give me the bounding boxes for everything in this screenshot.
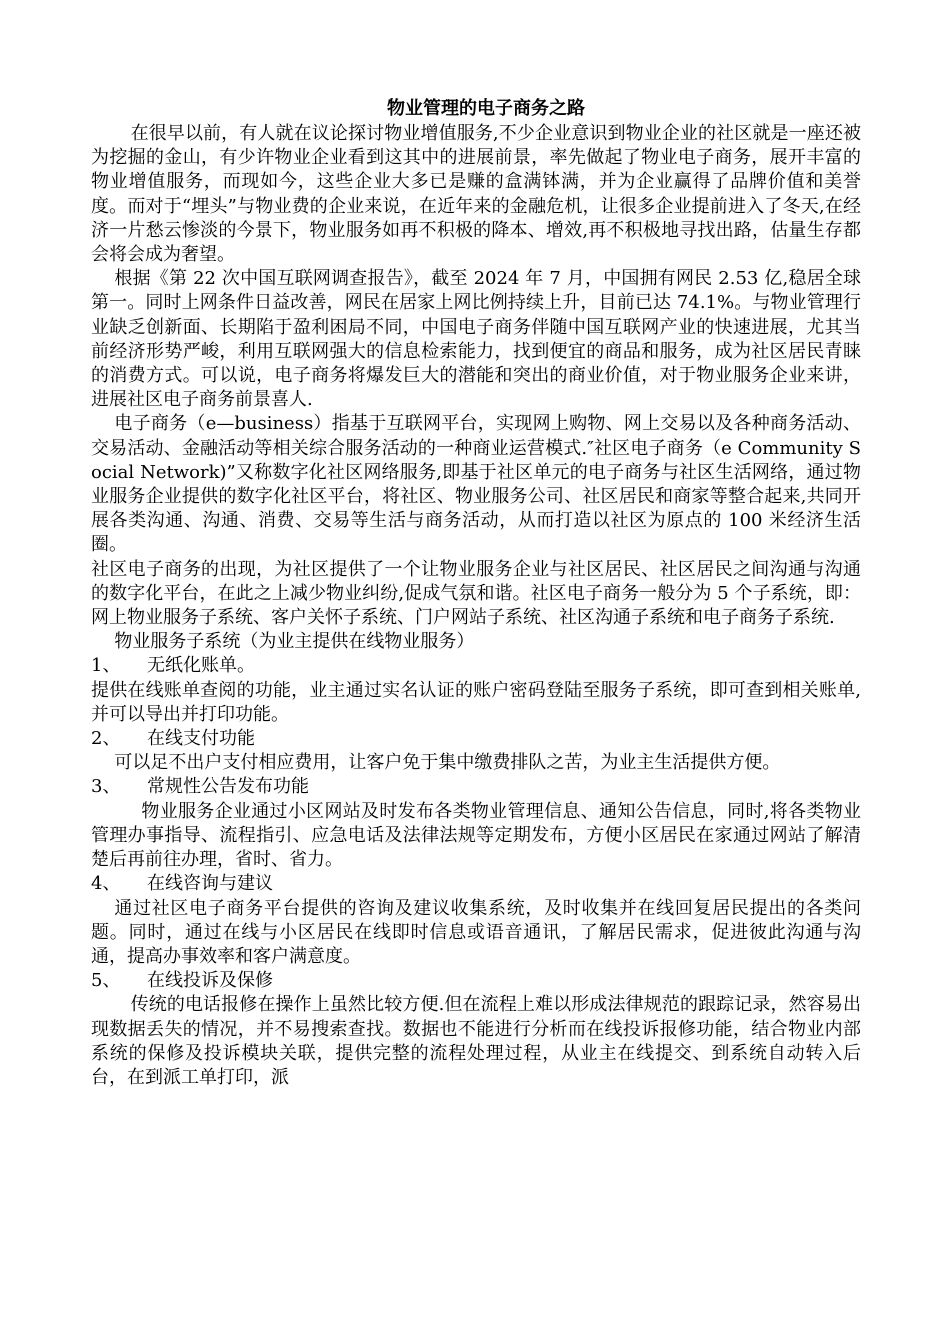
paragraph-consultation: 通过社区电子商务平台提供的咨询及建议收集系统，及时收集并在线回复居民提出的各类问题。同时，通过在线与小区居民在线即时信息或语音通讯，了解居民需求，促进彼此沟通与沟通，提高办事效率和客户满意度。: [91, 897, 861, 967]
section-title: 在线支付功能: [147, 728, 255, 750]
paragraph-ebusiness-definition: 电子商务（e—business）指基于互联网平台，实现网上购物、网上交易以及各种商务活动、交易活动、金融活动等相关综合服务活动的一种商业运营模式.″社区电子商务（e Community Social Network)”又称数字化社区网络服务,即基于社区单元的电子商务与社区生活网络，通过物业服务企业提供的数字化社区平台，将社区、物业服务公司、社区居民和商家等整合起来,共同开展各类沟通、沟通、消费、交易等生活与商务活动，从而打造以社区为原点的 100 米经济生活圈。: [91, 413, 861, 556]
section-heading-1: [91, 654, 861, 678]
paragraph-complaints-repair: 传统的电话报修在操作上虽然比较方便.但在流程上难以形成法律规范的跟踪记录，然容易出现数据丢失的情况，并不易搜索查找。数据也不能进行分析而在线投诉报修功能，结合物业内部系统的保修及投诉模块关联，提供完整的流程处理过程，从业主在线提交、到系统自动转入后台，在到派工单打印，派: [91, 994, 861, 1088]
section-heading-4: [91, 872, 861, 896]
paragraph-community-ecommerce: 社区电子商务的出现，为社区提供了一个让物业服务企业与社区居民、社区居民之间沟通与沟通的数字化平台，在此之上减少物业纠纷,促成气氛和谐。社区电子商务一般分为 5 个子系统，即：网上物业服务子系统、客户关怀子系统、门户网站子系统、社区沟通子系统和电子商务子系统.: [91, 558, 861, 629]
paragraph-paperless-bill: 提供在线账单查阅的功能，业主通过实名认证的账户密码登陆至服务子系统，即可查到相关账单,并可以导出并打印功能。: [91, 679, 861, 725]
section-title: 常规性公告发布功能: [147, 776, 309, 798]
section-number: 4、: [91, 873, 121, 895]
paragraph-intro: 在很早以前，有人就在议论探讨物业增值服务,不少企业意识到物业企业的社区就是一座还被为挖掘的金山，有少许物业企业看到这其中的进展前景，率先做起了物业电子商务，展开丰富的物业增值服务，而现如今，这些企业大多已是赚的盒满钵满，并为企业赢得了品牌价值和美誉度。而对于“埋头”与物业费的企业来说，在近年来的金融危机，让很多企业提前进入了冬天,在经济一片愁云惨淡的今景下，物业服务如再不积极的降本、增效,再不积极地寻找出路，估量生存都会将会成为奢望。: [91, 123, 861, 266]
section-title: 在线咨询与建议: [147, 873, 273, 895]
section-number: 3、: [91, 776, 121, 798]
document-title: 物业管理的电子商务之路: [387, 98, 585, 119]
section-number: 1、: [91, 655, 121, 677]
section-title: 无纸化账单。: [147, 655, 255, 677]
paragraph-internet-report: 根据《第 22 次中国互联网调查报告》，截至 2024 年 7 月，中国拥有网民 2.53 亿,稳居全球第一。同时上网条件日益改善，网民在居家上网比例持续上升，目前已达 74.1%。与物业管理行业缺乏创新面、长期陷于盈利困局不同，中国电子商务伴随中国互联网产业的快速进展，尤其当前经济形势严峻，利用互联网强大的信息检索能力，找到便宜的商品和服务，成为社区居民青睐的消费方式。可以说，电子商务将爆发巨大的潜能和突出的商业价值，对于物业服务企业来讲，进展社区电子商务前景喜人.: [91, 268, 861, 411]
paragraph-announcements: 物业服务企业通过小区网站及时发布各类物业管理信息、通知公告信息，同时,将各类物业管理办事指导、流程指引、应急电话及法律法规等定期发布，方便小区居民在家通过网站了解清楚后再前往办理，省时、省力。: [91, 800, 861, 871]
section-number: 2、: [91, 728, 121, 750]
paragraph-subsystem-intro: 物业服务子系统（为业主提供在线物业服务）: [114, 631, 475, 653]
section-number: 5、: [91, 970, 121, 992]
section-heading-5: [91, 969, 861, 993]
section-heading-2: [91, 727, 861, 751]
section-heading-3: [91, 775, 861, 799]
document-page: [91, 96, 861, 1090]
paragraph-online-payment: 可以足不出户支付相应费用，让客户免于集中缴费排队之苦，为业主生活提供方便。: [114, 752, 781, 774]
section-title: 在线投诉及保修: [147, 970, 273, 992]
